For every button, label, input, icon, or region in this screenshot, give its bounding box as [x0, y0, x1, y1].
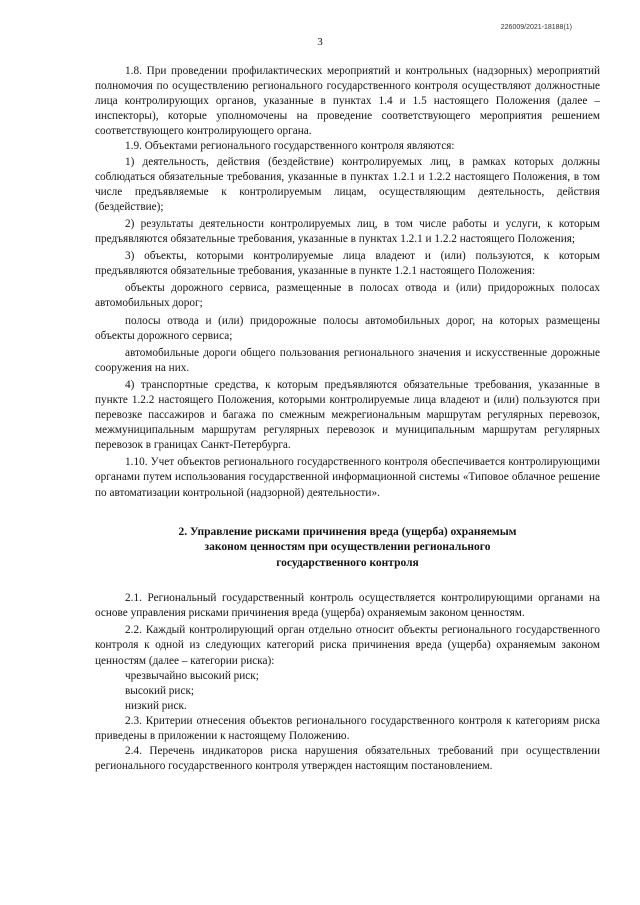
heading-line: 2. Управление рисками причинения вреда (ущерба) охраняемым: [178, 525, 517, 538]
paragraph-1-9-item-4: 4) транспортные средства, к которым предъявляются обязательные требования, указанные в пункте 1.2.2 настоящего Положения, которыми контролируемые лица владеют и (или) пользуются при перевозке пассажиров и багажа по смежным межрегиональным маршрутам регулярных перевозок, межмуниципальным маршрутам регулярных перевозок и муниципальным маршрутам регулярных перевозок в границах Санкт-Петербурга.: [95, 378, 600, 452]
paragraph-objects-service: объекты дорожного сервиса, размещенные в полосах отвода и (или) придорожных полосах автомобильных дорог;: [95, 282, 600, 310]
paragraph-2-4: 2.4. Перечень индикаторов риска нарушения обязательных требований при осуществлении регионального государственного контроля утвержден настоящим постановлением.: [95, 745, 600, 773]
paragraph-2-3: 2.3. Критерии отнесения объектов регионального государственного контроля к категориям риска приведены в приложении к настоящему Положению.: [95, 714, 600, 742]
risk-category-extreme: чрезвычайно высокий риск;: [125, 669, 259, 682]
page-number: 3: [317, 36, 323, 48]
paragraph-1-9-item-3: 3) объекты, которыми контролируемые лица владеют и (или) пользуются, к которым предъявляются обязательные требования, указанные в пункте 1.2.1 настоящего Положения:: [95, 250, 600, 278]
paragraph-1-9: 1.9. Объектами регионального государственного контроля являются:: [125, 140, 455, 153]
risk-category-low: низкий риск.: [125, 699, 187, 712]
paragraph-1-9-item-2: 2) результаты деятельности контролируемых лиц, в том числе работы и услуги, к которым предъявляются обязательные требования, указанные в пунктах 1.2.1 и 1.2.2 настоящего Положения;: [95, 217, 600, 246]
paragraph-objects-strips: полосы отвода и (или) придорожные полосы автомобильных дорог, на которых размещены объекты дорожного сервиса;: [95, 314, 600, 342]
paragraph-1-8: 1.8. При проведении профилактических мероприятий и контрольных (надзорных) мероприятий полномочия по осуществлению регионального государственного контроля осуществляют должностные лица контролирующих органов, указанные в пунктах 1.4 и 1.5 настоящего Положения (далее – инспекторы), которые уполномочены на проведение соответствующего мероприятия решением соответствующего контролирующего органа.: [95, 65, 600, 138]
risk-category-high: высокий риск;: [125, 684, 195, 697]
paragraph-1-10: 1.10. Учет объектов регионального государственного контроля обеспечивается контролирующими органами путем использования государственной информационной системы «Типовое облачное решение по автоматизации контрольной (надзорной) деятельности».: [95, 456, 600, 499]
paragraph-objects-roads: автомобильные дороги общего пользования регионального значения и искусственные дорожные сооружения на них.: [95, 346, 600, 374]
section-2-heading: [95, 525, 600, 572]
heading-line: законом ценностям при осуществлении регионального: [204, 541, 491, 554]
document-body: [95, 64, 600, 774]
paragraph-2-2: 2.2. Каждый контролирующий орган отдельно относит объекты регионального государственного контроля к одной из следующих категорий риска причинения вреда (ущерба) охраняемым законом ценностям (далее – категории риска):: [95, 624, 600, 667]
paragraph-2-1: 2.1. Региональный государственный контроль осуществляется контролирующими органами на основе управления рисками причинения вреда (ущерба) охраняемым законом ценностям.: [95, 592, 600, 620]
paragraph-1-9-item-1: 1) деятельность, действия (бездействие) контролируемых лиц, в рамках которых должны соблюдаться обязательные требования, указанные в пунктах 1.2.1 и 1.2.2 настоящего Положения, в том числе предъявляемые к контролируемым лицам, осуществляющим деятельность, действия (бездействие);: [95, 155, 600, 213]
document-id: 226009/2021-18188(1): [500, 24, 572, 31]
heading-line: государственного контроля: [276, 556, 419, 569]
